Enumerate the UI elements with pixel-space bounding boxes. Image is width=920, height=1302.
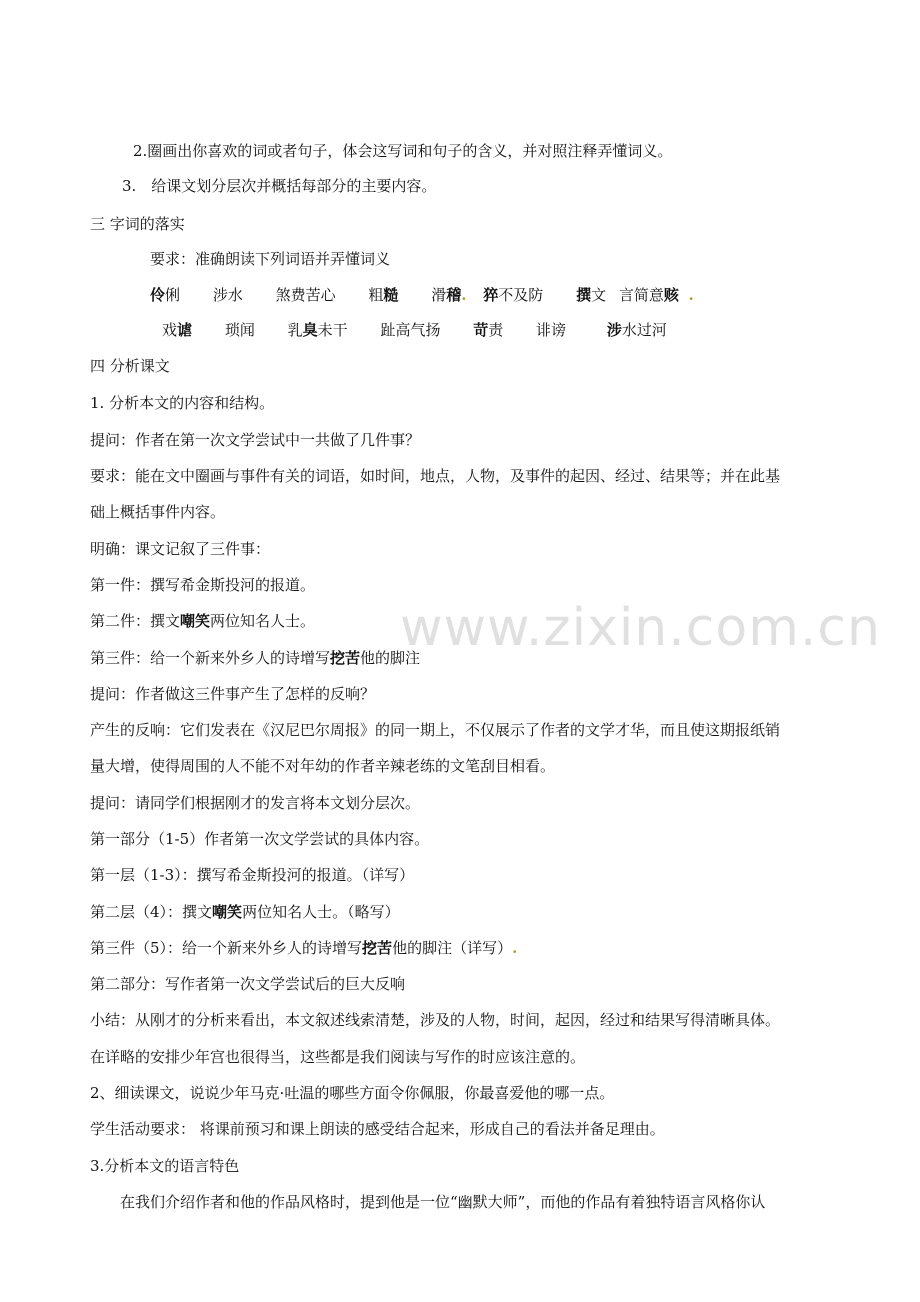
vocab-word: 撰文 (576, 286, 607, 304)
paragraph: 提问：作者做这三件事产生了怎样的反响？ (90, 685, 376, 703)
vocab-word: 粗糙 (368, 286, 399, 304)
paragraph: 第二件：撰文嘲笑两位知名人士。 (90, 612, 316, 630)
paragraph: 小结：从刚才的分析来看出，本文叙述线索清楚，涉及的人物，时间，起因，经过和结果写得清晰具体。 (90, 1011, 781, 1029)
watermark: www.zixin.com.cn (400, 598, 881, 658)
vocab-word: 乳臭未干 (287, 321, 348, 339)
vocab-word: 言简意赅 . (618, 286, 694, 304)
paragraph: 学生活动要求： 将课前预习和课上朗读的感受结合起来，形成自己的看法并备足理由。 (90, 1120, 665, 1138)
paragraph: 量大增，使得周围的人不能不对年幼的作者辛辣老练的文笔刮目相看。 (90, 757, 556, 775)
vocab-word: 滑稽. (431, 286, 467, 304)
paragraph: 2、细读课文，说说少年马克·吐温的哪些方面令你佩服，你最喜爱他的哪一点。 (90, 1084, 615, 1102)
vocab-word: 猝不及防 (483, 286, 544, 304)
vocab-row-1 (150, 285, 840, 305)
paragraph: 第三件：给一个新来外乡人的诗增写挖苦他的脚注 (90, 649, 421, 667)
paragraph: 第二层（4）：撰文嘲笑两位知名人士。（略写） (90, 903, 400, 921)
paragraph: 第二部分：写作者第一次文学尝试后的巨大反响 (90, 975, 406, 993)
paragraph: 提问：作者在第一次文学尝试中一共做了几件事？ (90, 431, 421, 449)
vocab-word: 伶俐 (150, 286, 181, 304)
paragraph: 第一层（1-3）：撰写希金斯投河的报道。（详写） (90, 866, 415, 884)
section-4-title: 四 分析课文 (90, 357, 170, 375)
paragraph: 要求：能在文中圈画与事件有关的词语，如时间，地点，人物，及事件的起因、经过、结果等；并在此基 (90, 467, 781, 485)
paragraph: 础上概括事件内容。 (90, 503, 226, 521)
vocab-word: 琐闻 (224, 321, 255, 339)
paragraph: 在详略的安排少年宫也很得当，这些都是我们阅读与写作的时应该注意的。 (90, 1048, 586, 1066)
paragraph: 产生的反响：它们发表在《汉尼巴尔周报》的同一期上，不仅展示了作者的文学才华，而且使这期报纸销 (90, 721, 781, 739)
vocab-word: 趾高气扬 (380, 321, 441, 339)
vocab-word: 戏谑 (162, 321, 193, 339)
vocab-word: 煞费苦心 (275, 286, 336, 304)
paragraph: 3.分析本文的语言特色 (90, 1157, 240, 1175)
item-2: 2.圈画出你喜欢的词或者句子，体会这写词和句子的含义，并对照注释弄懂词义。 (133, 142, 673, 160)
paragraph: 第一部分（1-5）作者第一次文学尝试的具体内容。 (90, 830, 430, 848)
vocab-word: 涉水过河 (606, 321, 667, 339)
vocab-word: 涉水 (212, 286, 243, 304)
paragraph: 在我们介绍作者和他的作品风格时，提到他是一位“幽默大师”，而他的作品有着独特语言风格你认 (120, 1193, 766, 1211)
paragraph: 第三件（5）：给一个新来外乡人的诗增写挖苦他的脚注（详写）. (90, 939, 518, 957)
paragraph: 明确：课文记叙了三件事： (90, 540, 271, 558)
paragraph: 1. 分析本文的内容和结构。 (90, 394, 275, 412)
vocab-row-2 (162, 320, 840, 340)
paragraph: 第一件：撰写希金斯投河的报道。 (90, 576, 316, 594)
vocab-word: 苛责 (473, 321, 504, 339)
item-3: 3. 给课文划分层次并概括每部分的主要内容。 (122, 177, 437, 195)
vocab-word: 诽谤 (536, 321, 567, 339)
section-3-requirement: 要求：准确朗读下列词语并弄懂词义 (150, 250, 391, 268)
paragraph: 提问：请同学们根据刚才的发言将本文划分层次。 (90, 794, 421, 812)
section-3-title: 三 字词的落实 (90, 215, 185, 233)
